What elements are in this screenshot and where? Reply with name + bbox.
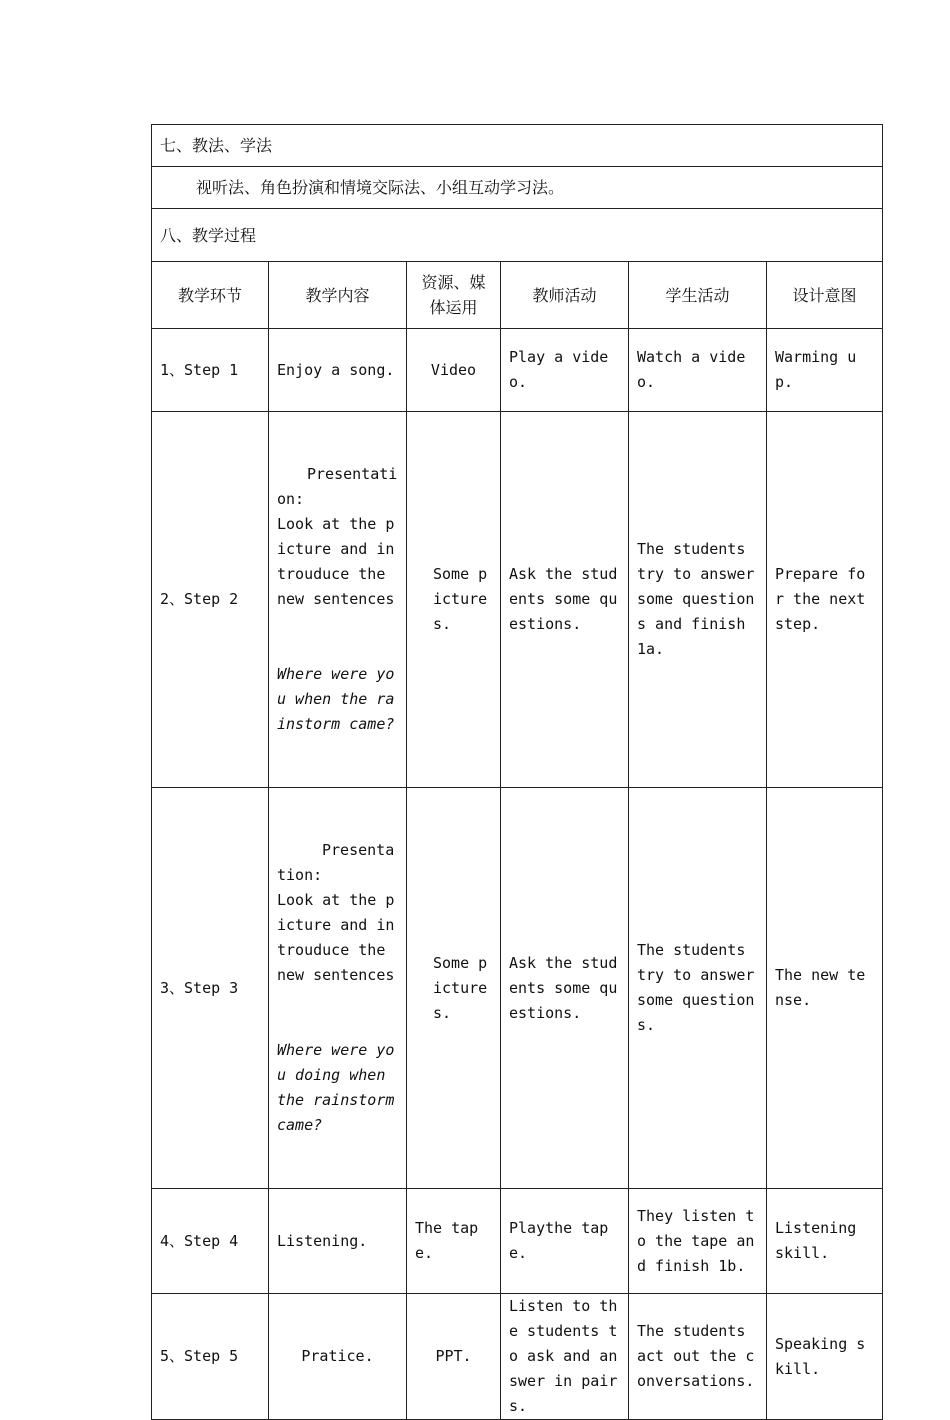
media-cell: Video xyxy=(407,329,501,412)
header-teacher: 教师活动 xyxy=(501,262,629,329)
step-cell: 3、Step 3 xyxy=(152,788,269,1189)
step-cell: 2、Step 2 xyxy=(152,412,269,788)
header-intent: 设计意图 xyxy=(767,262,883,329)
lesson-plan-table xyxy=(151,124,883,1420)
lesson-plan-page xyxy=(151,124,882,1420)
table-row xyxy=(152,1189,883,1294)
content-text: Presentation: Look at the picture and introuduce the new sentences xyxy=(277,465,398,608)
teacher-cell: Play a video. xyxy=(501,329,629,412)
media-cell: Some pictures. xyxy=(407,788,501,1189)
content-cell: Listening. xyxy=(269,1189,407,1294)
intent-cell: The new tense. xyxy=(767,788,883,1189)
teacher-cell: Ask the students some questions. xyxy=(501,412,629,788)
step-cell: 1、Step 1 xyxy=(152,329,269,412)
content-cell xyxy=(269,412,407,788)
table-header-row xyxy=(152,262,883,329)
student-cell: The students try to answer some questions and finish 1a. xyxy=(629,412,767,788)
header-student: 学生活动 xyxy=(629,262,767,329)
content-text: Presentation: Look at the picture and introuduce the new sentences xyxy=(277,841,395,984)
teacher-cell: Ask the students some questions. xyxy=(501,788,629,1189)
content-cell: Enjoy a song. xyxy=(269,329,407,412)
content-italic-text: Where were you when the rainstorm came? xyxy=(277,665,395,733)
content-italic-text: Where were you doing when the rainstorm came? xyxy=(277,1041,404,1134)
student-cell: Watch a video. xyxy=(629,329,767,412)
table-row xyxy=(152,788,883,1189)
step-cell: 5、Step 5 xyxy=(152,1294,269,1420)
table-row xyxy=(152,412,883,788)
student-cell: The students try to answer some questions. xyxy=(629,788,767,1189)
intent-cell: Speaking skill. xyxy=(767,1294,883,1420)
content-cell xyxy=(269,788,407,1189)
media-cell: The tape. xyxy=(407,1189,501,1294)
media-cell: PPT. xyxy=(407,1294,501,1420)
section-8-title: 八、教学过程 xyxy=(152,209,883,262)
content-cell: Pratice. xyxy=(269,1294,407,1420)
header-content: 教学内容 xyxy=(269,262,407,329)
intent-cell: Prepare for the next step. xyxy=(767,412,883,788)
teacher-cell: Listen to the students to ask and answer in pairs. xyxy=(501,1294,629,1420)
student-cell: They listen to the tape and finish 1b. xyxy=(629,1189,767,1294)
table-row xyxy=(152,329,883,412)
table-row xyxy=(152,1294,883,1420)
header-step: 教学环节 xyxy=(152,262,269,329)
student-cell: The students act out the conversations. xyxy=(629,1294,767,1420)
teacher-cell: Playthe tape. xyxy=(501,1189,629,1294)
intent-cell: Listening skill. xyxy=(767,1189,883,1294)
section-7-content: 视听法、角色扮演和情境交际法、小组互动学习法。 xyxy=(152,167,883,209)
section-7-title: 七、教法、学法 xyxy=(152,125,883,167)
step-cell: 4、Step 4 xyxy=(152,1189,269,1294)
intent-cell: Warming up. xyxy=(767,329,883,412)
media-cell: Some pictures. xyxy=(407,412,501,788)
header-media: 资源、媒体运用 xyxy=(407,262,501,329)
